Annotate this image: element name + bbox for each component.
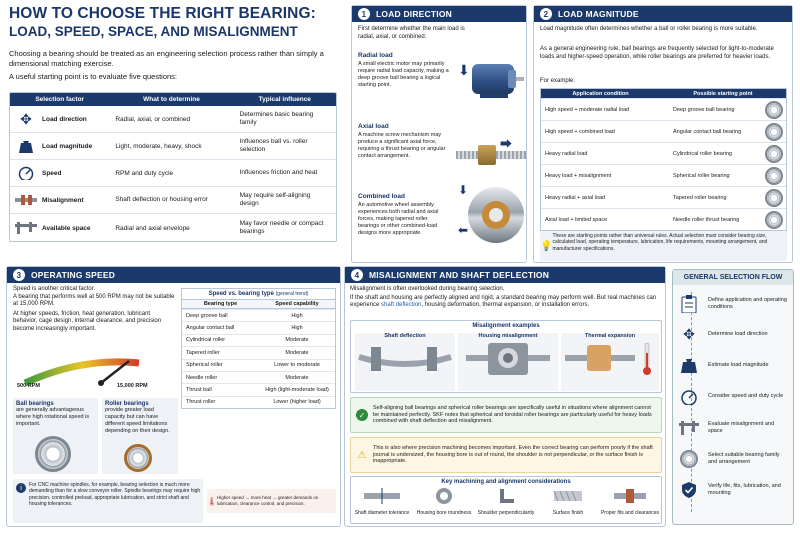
bearing-thumbnail [765, 167, 783, 185]
housing-bore-icon [424, 487, 464, 505]
bearing-type-cell: Needle roller [186, 374, 218, 381]
roller-bearings-text: provide greater load capacity but can have different speed limitations depending on their design. [105, 407, 170, 434]
determine-cell: Light, moderate, heavy, shock [115, 142, 202, 150]
determine-cell: Shaft deflection or housing error [115, 196, 208, 204]
speed-intro [13, 286, 175, 333]
start-cell: Tapered roller bearing [673, 194, 727, 201]
header-determine: What to determine [143, 96, 200, 103]
factor-label: Load direction [42, 115, 87, 123]
radial-load-item [358, 52, 526, 116]
arrow-right-icon: ⮕ [500, 137, 513, 151]
info-icon: i [16, 483, 26, 493]
bearing-type-cell: Thrust ball [186, 387, 212, 394]
flow-step-text: Select suitable bearing family and arrangement [708, 451, 780, 465]
speed-capability-cell: High (light-moderate load) [265, 387, 329, 394]
load-direction-panel [351, 5, 527, 263]
speed-capability-cell: Lower (higher load) [273, 399, 321, 406]
gauge-low-label: 500 RPM [17, 383, 40, 389]
flow-step-7 [678, 474, 793, 505]
condition-cell: Axial load + limited space [545, 216, 608, 223]
roller-bearing-image [124, 444, 152, 472]
header-bearing-type: Bearing type [203, 301, 238, 307]
lightbulb-icon: 💡 [540, 240, 553, 252]
application-row [541, 120, 786, 142]
speed-capability-cell: High [291, 312, 303, 319]
speed-table-subtitle: (general trend) [275, 291, 309, 297]
condition-cell: Heavy radial load [545, 150, 588, 157]
housing-misalignment-image [458, 339, 558, 379]
shoulder-square-icon [486, 487, 526, 505]
intro-question: A useful starting point is to evaluate five questions: [9, 71, 178, 81]
speed-row [182, 334, 335, 346]
speed-row [182, 346, 335, 358]
factor-label: Misalignment [42, 196, 84, 204]
header-start: Possible starting point [693, 90, 753, 97]
load-direction-intro: First determine whether the main load is radial, axial, or combined. [358, 26, 465, 40]
caliper-icon [10, 222, 42, 234]
flow-step-2 [678, 319, 793, 350]
arrows-icon: ✥ [683, 326, 695, 342]
section-number: 4 [351, 269, 363, 281]
shaft-diameter-icon [362, 487, 402, 505]
influence-cell: Influences ball vs. roller selection [239, 138, 308, 153]
speed-capability-cell: High [291, 325, 303, 332]
note-text: These are starting points rather than universal rules. Actual selection must consider bearing size, calculated load, operating temperature, lubrication, life requirements, mounting arrangement, and manufacturer specifications. [552, 233, 768, 252]
selection-row-misalignment [10, 187, 336, 214]
speed-row [182, 359, 335, 371]
main-title-line1: HOW TO CHOOSE THE RIGHT BEARING: [9, 5, 316, 22]
operating-speed-header [7, 267, 340, 283]
determine-cell: Radial, axial, or combined [115, 115, 191, 123]
precision-machining-note [350, 437, 662, 473]
consideration-label: Surface finish [552, 510, 584, 516]
item-heading: Axial load [358, 123, 389, 130]
determine-cell: RPM and duty cycle [115, 169, 174, 177]
start-cell: Spherical roller bearing [673, 172, 730, 179]
roller-bearings-heading: Roller bearings [105, 401, 149, 407]
flow-step-text: Estimate load magnitude [708, 362, 769, 369]
bearing-type-cell: Angular contact ball [186, 325, 235, 332]
start-cell: Cylindrical roller bearing [673, 150, 732, 157]
self-aligning-note [350, 397, 662, 433]
selection-table-header [10, 93, 336, 106]
influence-cell: Influences friction and heat [239, 169, 318, 177]
fits-clearances-icon [610, 487, 650, 505]
application-row [541, 186, 786, 208]
clipboard-icon [678, 293, 700, 315]
start-cell: Needle roller thrust bearing [673, 216, 740, 223]
determine-cell: Radial and axial envelope [115, 224, 190, 232]
header-factor: Selection factor [35, 96, 85, 103]
shaft-deflection-link[interactable]: shaft deflection [381, 302, 422, 308]
selection-row-load-direction [10, 106, 336, 133]
load-magnitude-header [534, 6, 792, 22]
arrow-down-icon: ⬇ [458, 62, 470, 78]
selection-row-available-space [10, 214, 336, 242]
selection-row-speed [10, 160, 336, 187]
cnc-note [13, 479, 203, 523]
factor-label: Available space [42, 224, 91, 232]
load-magnitude-intro: Load magnitude often determines whether a ball or roller bearing is more suitable. [540, 26, 758, 32]
influence-cell: May require self-aligning design [239, 192, 311, 207]
speed-text-2: A bearing that performs well at 500 RPM may not be suitable at 15,000 RPM. [13, 293, 175, 307]
flow-step-6 [678, 443, 793, 474]
section-title: LOAD DIRECTION [376, 9, 452, 19]
axial-load-item [358, 123, 526, 187]
speed-text-1: Speed is another critical factor. [13, 286, 96, 292]
example-label: Housing misalignment [478, 333, 538, 339]
header-speed-capability: Speed capability [275, 301, 319, 307]
application-row [541, 142, 786, 164]
start-cell: Deep groove ball bearing [673, 106, 735, 113]
for-example-label: For example: [540, 78, 576, 84]
flow-step-text: Determine load direction [708, 331, 768, 338]
misalignment-text-2b: , housing deformation, thermal expansion, or installation errors. [421, 302, 590, 308]
speed-text-3: At higher speeds, friction, heat generation, lubricant behavior, cage design, internal clearance, and precision become increasingly important. [13, 310, 162, 332]
flow-step-text: Define application and operating conditions [708, 296, 787, 310]
self-aligning-text: Self-aligning ball bearings and spherical roller bearings are specifically useful in situations where alignment cannot be maintained perfectly. SKF notes that spherical and toroidal roller bearings are particularly useful for heavy loads combined with shaft deflection and misalignment. [373, 404, 652, 425]
wheel-assembly-image [458, 183, 524, 249]
consideration-label: Proper fits and clearances [600, 510, 660, 516]
flow-step-4 [678, 381, 793, 412]
influence-cell: Determines basic bearing family [239, 111, 314, 126]
factor-label: Load magnitude [42, 142, 93, 150]
bearing-thumbnail [765, 189, 783, 207]
example-label: Shaft deflection [384, 333, 426, 339]
section-number: 1 [358, 8, 370, 20]
roller-bearings-box [102, 398, 178, 474]
speed-capability-cell: Moderate [285, 349, 309, 356]
ball-bearings-box [13, 398, 98, 474]
screw-mechanism-image [456, 137, 526, 171]
bearing-type-cell: Tapered roller [186, 349, 220, 356]
flow-step-3 [678, 350, 793, 381]
misalignment-panel [344, 266, 666, 527]
misalignment-text-1: Misalignment is often overlooked during bearing selection. [350, 286, 505, 292]
shaft-deflection-image [355, 339, 455, 379]
bearing-type-cell: Spherical roller [186, 362, 223, 369]
selection-row-load-magnitude [10, 133, 336, 160]
item-heading: Radial load [358, 52, 393, 59]
bearing-type-cell: Deep groove ball [186, 312, 228, 319]
misalignment-examples [350, 320, 662, 393]
item-text: An automotive wheel assembly experiences both radial and axial forces, making tapered roller bearings or other combined-load designs more appropriate. [358, 202, 439, 236]
condition-cell: High speed + combined load [545, 128, 615, 135]
consideration-label: Shaft diameter tolerance [354, 510, 410, 516]
check-icon: ✓ [356, 409, 368, 421]
selection-table [9, 92, 337, 242]
shield-check-icon [678, 479, 700, 501]
intro-paragraph: Choosing a bearing should be treated as an engineering selection process rather than simply a dimensional matching exercise. [9, 49, 324, 68]
application-row [541, 98, 786, 120]
speed-heat-note [207, 489, 336, 513]
section-title: MISALIGNMENT AND SHAFT DEFLECTION [369, 270, 550, 280]
speed-capability-cell: Moderate [285, 337, 309, 344]
start-cell: Angular contact ball bearing [673, 128, 742, 135]
speed-capability-cell: Moderate [285, 374, 309, 381]
considerations-title: Key machining and alignment considerations [441, 479, 571, 485]
caliper-icon [678, 417, 700, 439]
bearing-type-cell: Cylindrical roller [186, 337, 226, 344]
flow-step-text: Consider speed and duty cycle [708, 393, 784, 400]
flow-step-1 [678, 288, 793, 319]
section-number: 3 [13, 269, 25, 281]
misalignment-header [345, 267, 665, 283]
selection-flow-panel [672, 269, 794, 525]
warning-icon: ⚠ [357, 449, 367, 461]
examples-title: Misalignment examples [472, 323, 540, 329]
speed-capability-cell: Lower to moderate [274, 362, 320, 369]
operating-speed-panel [6, 266, 341, 527]
speedometer-icon [10, 166, 42, 180]
load-magnitude-panel [533, 5, 793, 263]
bearing-thumbnail [765, 145, 783, 163]
load-direction-header [352, 6, 526, 22]
cnc-note-text: For CNC machine spindles, for example, bearing selection is much more demanding than for a slow conveyor roller. Spindle bearings may require high precision, controlled preload, appropriate lubrication, and strict shaft and housing tolerances. [29, 482, 201, 507]
ball-bearings-heading: Ball bearings [16, 401, 54, 407]
bearing-icon [678, 448, 700, 470]
condition-cell: Heavy load + misalignment [545, 172, 612, 179]
selection-flow-title: GENERAL SELECTION FLOW [673, 270, 793, 285]
example-label: Thermal expansion [584, 333, 636, 339]
section-title: LOAD MAGNITUDE [558, 9, 639, 19]
item-heading: Combined load [358, 193, 405, 200]
speedometer-icon [678, 386, 700, 408]
item-text: A machine screw mechanism may produce a significant axial force, requiring a thrust bearing or angular contact arrangement. [358, 132, 446, 159]
main-title [9, 5, 349, 40]
item-text: A small electric motor may primarily require radial load capacity, making a deep groove ball bearing a logical starting point. [358, 61, 449, 88]
surface-finish-icon [548, 487, 588, 505]
precision-machining-text: This is also where precision machining becomes important. Even the correct bearing can perform poorly if the shaft journal is undersized, the housing bore is out of round, the shoulder is not perpendicular, or the surface finish is inappropriate. [373, 444, 653, 465]
thermometer-icon: 🌡 [207, 496, 218, 506]
speed-heat-text: Higher speed → more heat → greater demands on lubrication, clearance control, and precision. [217, 495, 319, 506]
electric-motor-image [458, 56, 524, 102]
condition-cell: Heavy radial + axial load [545, 194, 606, 201]
header-influence: Typical influence [258, 96, 311, 103]
gauge-high-label: 15,000 RPM [117, 383, 148, 389]
speed-table [181, 288, 336, 409]
bearing-thumbnail [765, 101, 783, 119]
speed-row [182, 309, 335, 321]
factor-label: Speed [42, 169, 62, 177]
main-title-line2: LOAD, SPEED, SPACE, AND MISALIGNMENT [9, 24, 298, 39]
arrow-left-icon: ⬅ [458, 223, 469, 237]
speed-row [182, 371, 335, 383]
consideration-label: Housing bore roundness [416, 510, 472, 516]
influence-cell: May favor needle or compact bearings [239, 220, 324, 235]
weight-icon [10, 140, 42, 153]
shaft-icon [10, 195, 42, 205]
application-table [540, 88, 787, 231]
consideration-label: Shoulder perpendicularity [477, 510, 535, 516]
ball-bearing-image [35, 436, 71, 472]
flow-step-text: Evaluate misalignment and space [708, 420, 775, 434]
misalignment-intro [350, 286, 662, 310]
speed-table-title: Speed vs. bearing type [208, 291, 274, 297]
condition-cell: High speed + moderate radial load [545, 106, 630, 113]
flow-step-5 [678, 412, 793, 443]
application-row [541, 164, 786, 186]
weight-icon [678, 355, 700, 377]
section-title: OPERATING SPEED [31, 270, 116, 280]
gauge-arc [17, 347, 147, 387]
header-condition: Application condition [572, 90, 629, 97]
speed-row [182, 321, 335, 333]
misalignment-text-2a: If the shaft and housing are perfectly aligned and rigid, a standard bearing may perform well. But real machines can experience [350, 294, 657, 308]
combined-load-item [358, 183, 526, 261]
starting-point-note [540, 231, 787, 261]
load-magnitude-rule: As a general engineering rule, ball bearings are frequently selected for light-to-moderate loads and higher-speed operation, while roller bearings are preferred for heavier loads. [540, 46, 774, 60]
section-number: 2 [540, 8, 552, 20]
rpm-gauge [17, 347, 147, 391]
bearing-thumbnail [765, 211, 783, 229]
intro-text [9, 49, 339, 81]
flow-step-text: Verify life, fits, lubrication, and mounting [708, 482, 781, 496]
thermal-expansion-image [561, 339, 659, 379]
machining-considerations [350, 476, 662, 524]
application-row [541, 208, 786, 230]
ball-bearings-text: are generally advantageous where high rotational speed is important. [16, 407, 90, 427]
arrows-icon: ✥ [20, 110, 32, 127]
speed-row [182, 396, 335, 408]
speed-row [182, 383, 335, 395]
arrow-down-icon: ⬇ [458, 183, 469, 197]
bearing-thumbnail [765, 123, 783, 141]
bearing-type-cell: Thrust roller [186, 399, 216, 406]
